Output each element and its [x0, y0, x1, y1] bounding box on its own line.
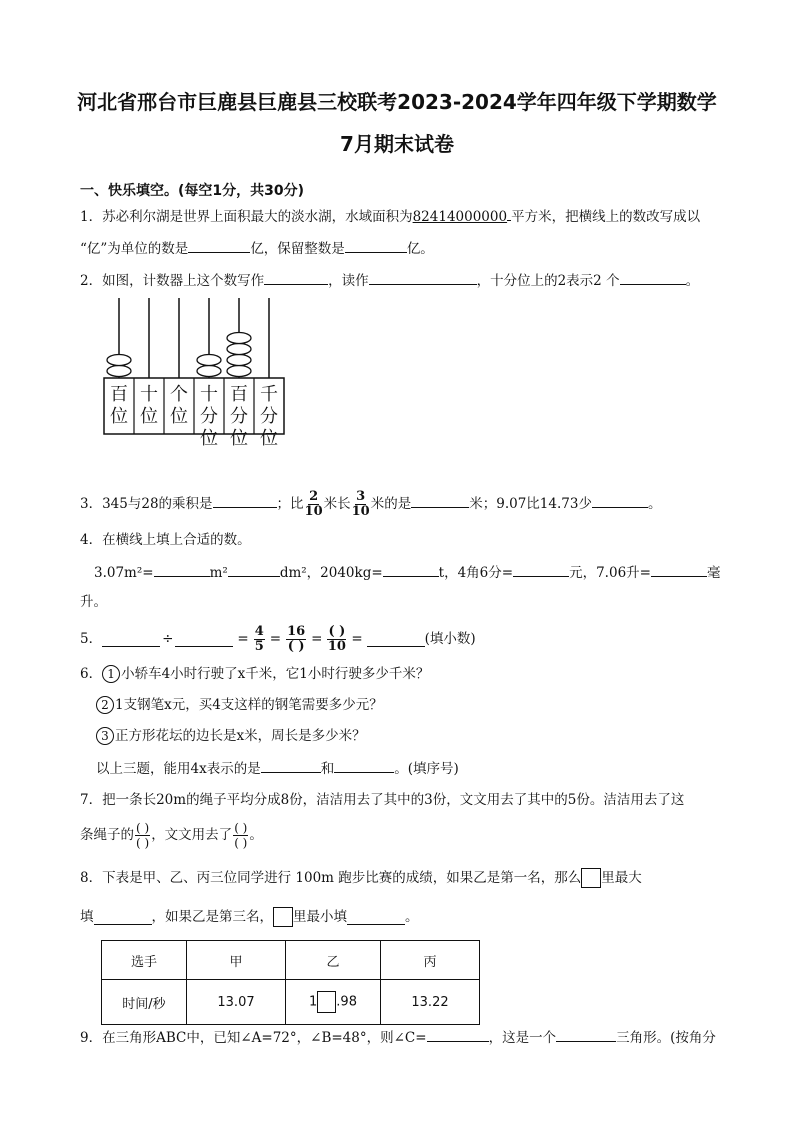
q6-circle-1: 1: [102, 665, 120, 683]
q7-text-c: ，文文用去了: [151, 827, 233, 843]
q8-text-f: 。: [405, 909, 419, 925]
q1-text-a: 苏必利尔湖是世界上面积最大的淡水湖，水域面积为: [102, 209, 413, 225]
q1-blank-2[interactable]: [345, 238, 407, 253]
q4-blank-1[interactable]: [154, 562, 210, 577]
q1-num: 1．: [80, 209, 103, 225]
q5-f2-numerator: 16: [287, 623, 306, 639]
abacus-bead: [107, 355, 131, 366]
q3-fraction-1: [305, 490, 323, 519]
q7-num: 7．: [80, 792, 103, 808]
q5-f1-denominator: 5: [254, 638, 264, 654]
q7-f1-denominator: ( ): [136, 835, 150, 850]
q1-text-b: 平方米，把横线上的数改写成以: [511, 209, 701, 225]
place-value-label: 十 分 位: [200, 384, 218, 449]
q3-text-d: 米的是: [370, 496, 412, 512]
q8-blank-2[interactable]: [347, 910, 405, 925]
q9-text-a: 在三角形ABC中，已知∠A=72°，∠B=48°，则∠C=: [102, 1030, 427, 1046]
q3-f2-numerator: 3: [356, 489, 366, 504]
question-1-line2: [80, 238, 434, 259]
q5-blank-1[interactable]: [102, 632, 160, 647]
question-3: [80, 490, 661, 519]
abacus-bead: [107, 366, 131, 377]
q5-fraction-1: [254, 625, 265, 654]
table-header-cell: 乙: [286, 941, 381, 980]
q6-circle-3: 3: [96, 727, 114, 745]
q6-text-b: 和: [320, 761, 335, 777]
q8-text-e: 里最小填: [293, 909, 347, 925]
q4-blank-2[interactable]: [228, 562, 280, 577]
abacus-bead: [227, 344, 251, 355]
q3-text-b: ；比: [276, 496, 304, 512]
abacus-bead: [197, 366, 221, 377]
q1-area-value: 82414000000: [412, 209, 508, 225]
q5-f3-numerator: ( ): [328, 623, 346, 639]
question-2: [80, 270, 699, 291]
q1-blank-1[interactable]: [188, 238, 250, 253]
question-7-line1: [80, 790, 684, 810]
q6-item-3-text: 正方形花坛的边长是x米，周长是多少米？: [115, 728, 366, 744]
place-value-label: 百 位: [110, 384, 128, 427]
q6-item-2-text: 1支钢笔x元，买4支这样的钢笔需要多少元？: [115, 697, 383, 713]
yi-digit-box[interactable]: [317, 991, 336, 1013]
q9-text-b: ，这是一个: [488, 1030, 557, 1046]
question-8-line1: [80, 867, 642, 889]
q5-tail: (填小数): [424, 631, 476, 647]
q3-blank-1[interactable]: [213, 493, 277, 508]
q7-f2-numerator: ( ): [234, 820, 248, 835]
q5-eq-1: =: [237, 631, 249, 647]
q3-text-a: 345与28的乘积是: [102, 496, 213, 512]
question-7-line2: [80, 818, 263, 852]
abacus-bead: [227, 355, 251, 366]
q5-blank-3[interactable]: [367, 632, 425, 647]
q4-text-a: 在横线上填上合适的数。: [102, 532, 251, 548]
page-title: 河北省邢台市巨鹿县巨鹿县三校联考2023-2024学年四年级下学期数学: [77, 90, 717, 114]
question-5: [80, 624, 476, 654]
q8-text-c: 填: [80, 909, 94, 925]
q2-num: 2．: [80, 273, 103, 289]
q4-text-b4: t，4角6分=: [438, 565, 514, 581]
q4-text-b1: 3.07m²=: [94, 565, 154, 581]
question-4-line2: [94, 562, 720, 583]
q5-f3-denominator: 10: [327, 638, 346, 654]
question-6-item-3: [96, 726, 366, 746]
q8-box-1: [581, 868, 601, 888]
q4-blank-3[interactable]: [383, 562, 439, 577]
q3-text-e: 米；9.07比14.73少: [469, 496, 592, 512]
q8-text-b: 里最大: [601, 870, 642, 886]
q2-blank-2[interactable]: [369, 270, 477, 285]
question-1-line1: [80, 206, 700, 227]
q4-text-b6: 毫: [706, 565, 721, 581]
place-value-label: 个 位: [170, 384, 188, 427]
q3-text-f: 。: [647, 496, 662, 512]
table-header-cell: 甲: [187, 941, 286, 980]
q5-fraction-3: [327, 625, 346, 654]
q5-blank-2[interactable]: [175, 632, 233, 647]
q7-text-d: 。: [249, 827, 263, 843]
q6-blank-2[interactable]: [334, 758, 394, 773]
q6-blank-1[interactable]: [261, 758, 321, 773]
q3-fraction-2: [352, 490, 370, 519]
table-header-cell: 丙: [381, 941, 480, 980]
jia-time: 13.07: [187, 980, 286, 1025]
q7-f2-denominator: ( ): [234, 835, 248, 850]
q5-div-sign: ÷: [162, 631, 174, 647]
q5-eq-2: =: [269, 631, 282, 647]
q5-f2-denominator: ( ): [287, 638, 305, 654]
yi-time-prefix: 1: [309, 994, 318, 1010]
table-header-cell: 选手: [102, 941, 187, 980]
question-9: [80, 1027, 716, 1048]
table-row-label: 时间/秒: [102, 980, 187, 1025]
q8-text-d: ，如果乙是第三名，: [151, 909, 273, 925]
q7-fraction-2[interactable]: [233, 821, 248, 850]
place-value-label: 百 分 位: [230, 384, 248, 449]
q4-blank-5[interactable]: [651, 562, 707, 577]
q2-blank-3[interactable]: [620, 270, 686, 285]
question-6-item-2: [96, 695, 383, 715]
abacus-bead: [227, 333, 251, 344]
q9-text-c: 三角形。(按角分: [616, 1030, 716, 1046]
q8-text-a: 下表是甲、乙、丙三位同学进行 100m 跑步比赛的成绩，如果乙是第一名，那么: [102, 870, 582, 886]
q6-text-c: 。(填序号): [394, 761, 459, 777]
q7-text-b: 条绳子的: [80, 827, 134, 843]
q4-text-b3: dm²，2040kg=: [279, 565, 383, 581]
q2-text-b: ，读作: [328, 273, 369, 289]
place-value-label: 千 分 位: [260, 384, 278, 449]
page-title-line2: 7月期末试卷: [340, 132, 454, 156]
q4-blank-4[interactable]: [513, 562, 569, 577]
section-heading: 一、快乐填空。(每空1分，共30分): [80, 183, 305, 199]
q6-text-a: 以上三题，能用4x表示的是: [96, 761, 261, 777]
question-8-line2: [80, 906, 419, 928]
q1-text-e: 亿。: [406, 241, 434, 257]
q2-text-d: 。: [685, 273, 700, 289]
q3-num: 3．: [80, 496, 103, 512]
q2-text-c: ，十分位上的2表示2 个: [476, 273, 620, 289]
question-4-line3: [80, 592, 107, 612]
q7-text-a: 把一条长20m的绳子平均分成8份，洁洁用去了其中的3份，文文用去了其中的5份。洁洁用去了这: [102, 792, 685, 808]
yi-time-suffix: .98: [336, 994, 357, 1010]
place-value-label: 十 位: [140, 384, 158, 427]
q9-blank-1[interactable]: [427, 1027, 489, 1042]
table-header-row: [102, 941, 480, 980]
q3-f2-denominator: 10: [351, 504, 370, 519]
q5-f1-numerator: 4: [254, 623, 264, 639]
q9-blank-2[interactable]: [556, 1027, 616, 1042]
q3-f1-numerator: 2: [309, 489, 319, 504]
table-row: [102, 980, 480, 1025]
q5-eq-3: =: [311, 631, 323, 647]
q5-num: 5．: [80, 631, 103, 647]
abacus-bead: [227, 366, 251, 377]
q3-blank-3[interactable]: [592, 493, 648, 508]
q4-text-b5: 元，7.06升=: [569, 565, 651, 581]
q4-num: 4．: [80, 532, 103, 548]
q7-fraction-1[interactable]: [135, 821, 150, 850]
q3-text-c: 米长: [323, 496, 351, 512]
q7-f1-numerator: ( ): [136, 820, 150, 835]
q8-box-2: [273, 907, 293, 927]
q3-f1-denominator: 10: [304, 504, 323, 519]
yi-time: [286, 980, 381, 1025]
q8-blank-1[interactable]: [94, 910, 152, 925]
abacus-bead: [197, 355, 221, 366]
q5-fraction-2: [286, 625, 306, 654]
q4-text-c: 升。: [80, 594, 107, 610]
q4-text-b2: m²: [209, 565, 228, 581]
q8-num: 8．: [80, 870, 103, 886]
q1-text-d: 亿，保留整数是: [250, 241, 345, 257]
q5-eq-4: =: [351, 631, 363, 647]
q3-blank-2[interactable]: [411, 493, 469, 508]
q6-item-1-text: 小轿车4小时行驶了x千米，它1小时行驶多少千米？: [121, 666, 430, 682]
q9-num: 9．: [80, 1030, 103, 1046]
question-6-answer: [96, 758, 459, 779]
race-results-table: [101, 940, 480, 1025]
question-4: [80, 530, 251, 550]
q2-blank-1[interactable]: [264, 270, 328, 285]
q1-text-c: “亿”为单位的数是: [80, 241, 189, 257]
q6-num: 6．: [80, 666, 103, 682]
q6-circle-2: 2: [96, 696, 114, 714]
question-6-item-1: [80, 664, 429, 684]
bing-time: 13.22: [381, 980, 480, 1025]
q2-text-a: 如图，计数器上这个数写作: [102, 273, 265, 289]
